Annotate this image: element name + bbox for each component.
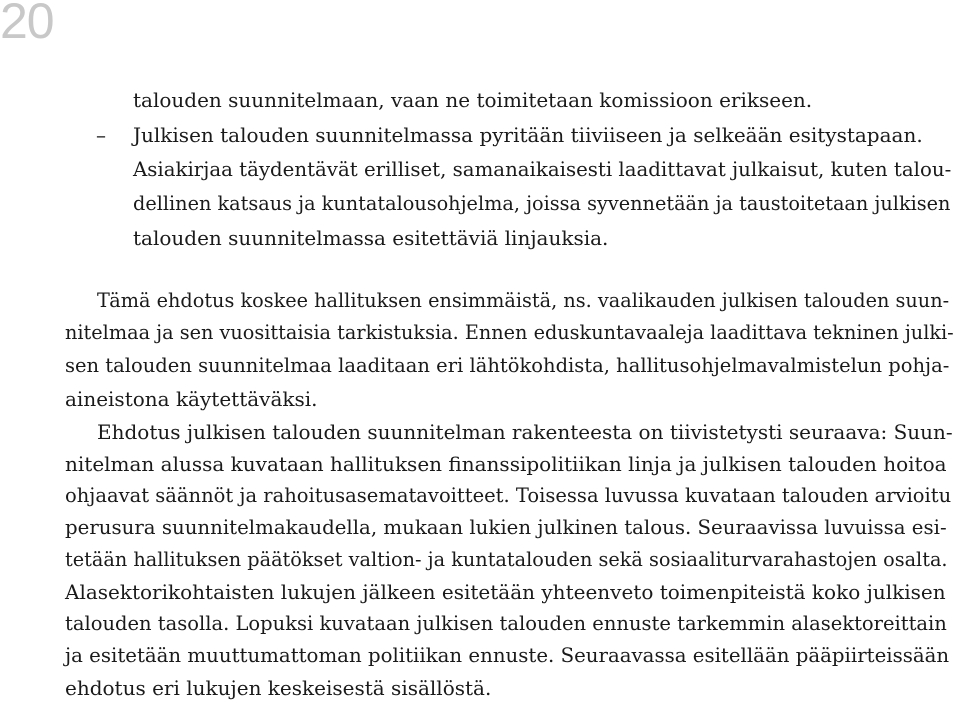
paragraph-2-line: ehdotus eri lukujen keskeisestä sisällöstä. <box>65 676 492 700</box>
paragraph-1-line: sen talouden suunnitelmaa laaditaan eri lähtökohdista, hallitusohjelmavalmistelun pohja- <box>65 354 950 377</box>
paragraph-1-line: nitelmaa ja sen vuosittaisia tarkistuksia. Ennen eduskuntavaaleja laadittava tekninen julki- <box>65 321 954 344</box>
list-continuation-line: talouden suunnitelmaan, vaan ne toimitetaan komissioon erikseen. <box>133 88 813 112</box>
paragraph-2-line: Alasektorikohtaisten lukujen jälkeen esitetään yhteenveto toimenpiteistä koko julkisen <box>65 580 946 604</box>
paragraph-2-line: talouden tasolla. Lopuksi kuvataan julkisen talouden ennuste tarkemmin alasektoreittain <box>65 612 947 635</box>
page-number: 20 <box>0 0 54 49</box>
list-item-line: Asiakirjaa täydentävät erilliset, samanaikaisesti laadittavat julkaisut, kuten talou- <box>133 158 952 181</box>
paragraph-2-line: ohjaavat säännöt ja rahoitusasematavoitteet. Toisessa luvussa kuvataan talouden arvioitu <box>65 484 952 507</box>
paragraph-1-line: Tämä ehdotus koskee hallituksen ensimmäistä, ns. vaalikauden julkisen talouden suun- <box>97 289 950 312</box>
paragraph-2-line: perusura suunnitelmakaudella, mukaan lukien julkinen talous. Seuraavissa luvuissa esi- <box>65 516 947 539</box>
paragraph-2-line: nitelman alussa kuvataan hallituksen finanssipolitiikan linja ja julkisen talouden hoitoa <box>65 452 947 476</box>
list-item-line: dellinen katsaus ja kuntatalousohjelma, joissa syvennetään ja taustoitetaan julkisen <box>133 192 951 215</box>
paragraph-2-line: ja esitetään muuttumattoman politiikan ennuste. Seuraavassa esitellään pääpiirteissään <box>65 644 950 667</box>
list-bullet-dash: – <box>96 123 106 147</box>
paragraph-2-line: tetään hallituksen päätökset valtion- ja kuntatalouden sekä sosiaaliturvarahastojen osalta. <box>65 548 948 571</box>
list-item-line: Julkisen talouden suunnitelmassa pyritään tiiviiseen ja selkeään esitystapaan. <box>133 123 923 147</box>
paragraph-2-line: Ehdotus julkisen talouden suunnitelman rakenteesta on tiivistetysti seuraava: Suun- <box>97 420 953 444</box>
list-item-line: talouden suunnitelmassa esitettäviä linjauksia. <box>133 226 609 250</box>
paragraph-1-line: aineistona käytettäväksi. <box>65 387 318 411</box>
